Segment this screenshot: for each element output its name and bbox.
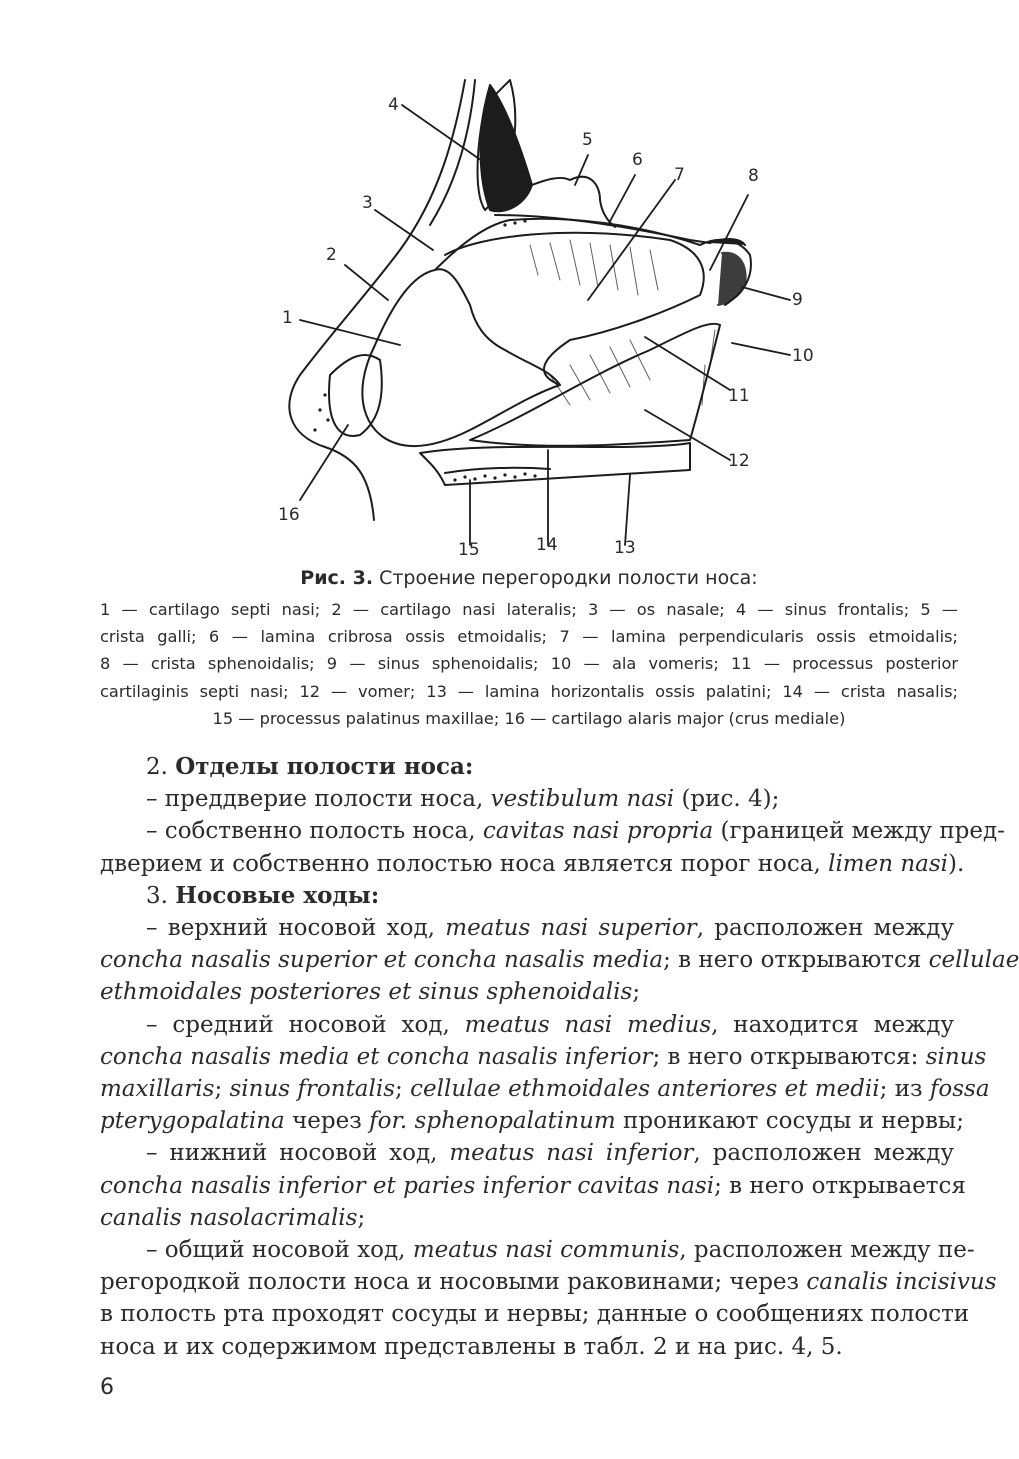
legend-line: crista galli; 6 — lamina cribrosa ossis etmoidalis; 7 — lamina perpendicularis ossis etmoidalis; [100,627,958,647]
figure-label: 13 [614,538,636,558]
paragraph-continuation: concha nasalis superior et concha nasalis media; в него открываются cellulae [100,947,1019,974]
figure-reference: Рис. 3. [300,567,374,589]
paragraph-continuation: concha nasalis media et concha nasalis inferior; в него открываются: sinus [100,1043,987,1070]
paragraph: – верхний носовой ход, meatus nasi superior, расположен между [146,915,954,942]
paragraph: – нижний носовой ход, meatus nasi inferior, расположен между [146,1140,954,1167]
figure-title: Строение перегородки полости носа: [379,567,758,589]
page-number: 6 [100,1375,114,1400]
legend-line: 8 — crista sphenoidalis; 9 — sinus sphenoidalis; 10 — ala vomeris; 11 — processus posterior [100,654,958,674]
legend-line: 15 — processus palatinus maxillae; 16 — cartilago alaris major (crus mediale) [212,708,846,728]
legend-line: cartilaginis septi nasi; 12 — vomer; 13 — lamina horizontalis ossis palatini; 14 — crista nasalis; [100,681,958,701]
paragraph-continuation: носа и их содержимом представлены в табл. 2 и на рис. 4, 5. [100,1333,843,1360]
paragraph: – собственно полость носа, cavitas nasi propria (границей между пред- [146,818,1005,845]
body-text [100,751,1019,1363]
figure-label: 10 [792,346,814,366]
figure-label: 6 [632,150,643,170]
paragraph: – средний носовой ход, meatus nasi medius, находится между [146,1011,954,1038]
paragraph-continuation: в полость рта проходят сосуды и нервы; данные о сообщениях полости [100,1301,970,1328]
figure-label: 12 [728,451,750,471]
paragraph-continuation: canalis nasolacrimalis; [100,1204,366,1231]
section-heading: 2. Отделы полости носа: [146,753,474,780]
figure-label: 16 [278,505,300,525]
figure-label: 11 [728,386,750,406]
figure-label: 4 [388,95,399,115]
paragraph-continuation: concha nasalis inferior et paries inferior cavitas nasi; в него открывается [100,1172,966,1199]
figure-label: 5 [582,130,593,150]
nasal-septum-drawing [270,75,830,570]
figure-label: 9 [792,290,803,310]
figure-label: 7 [674,165,685,185]
paragraph-continuation: ethmoidales posteriores et sinus sphenoidalis; [100,979,641,1006]
figure-label: 1 [282,308,293,328]
paragraph-continuation: дверием и собственно полостью носа является порог носа, limen nasi). [100,850,965,877]
figure-legend [100,596,958,732]
figure-label: 2 [326,245,337,265]
figure-label: 8 [748,166,759,186]
paragraph: – преддверие полости носа, vestibulum nasi (рис. 4); [146,786,780,813]
paragraph: – общий носовой ход, meatus nasi communis, расположен между пе- [146,1237,975,1264]
nasal-septum-figure [270,75,830,570]
legend-line: 1 — cartilago septi nasi; 2 — cartilago nasi lateralis; 3 — os nasale; 4 — sinus frontalis; 5 — [100,600,958,619]
figure-caption-title [100,567,958,589]
paragraph-continuation: pterygopalatina через for. sphenopalatinum проникают сосуды и нервы; [100,1108,964,1135]
paragraph-continuation: регородкой полости носа и носовыми раковинами; через canalis incisivus [100,1269,997,1296]
section-heading: 3. Носовые ходы: [146,881,380,909]
figure-label: 3 [362,193,373,213]
figure-label: 14 [536,535,558,555]
paragraph-continuation: maxillaris; sinus frontalis; cellulae ethmoidales anteriores et medii; из fossa [100,1076,990,1103]
figure-label: 15 [458,540,480,560]
